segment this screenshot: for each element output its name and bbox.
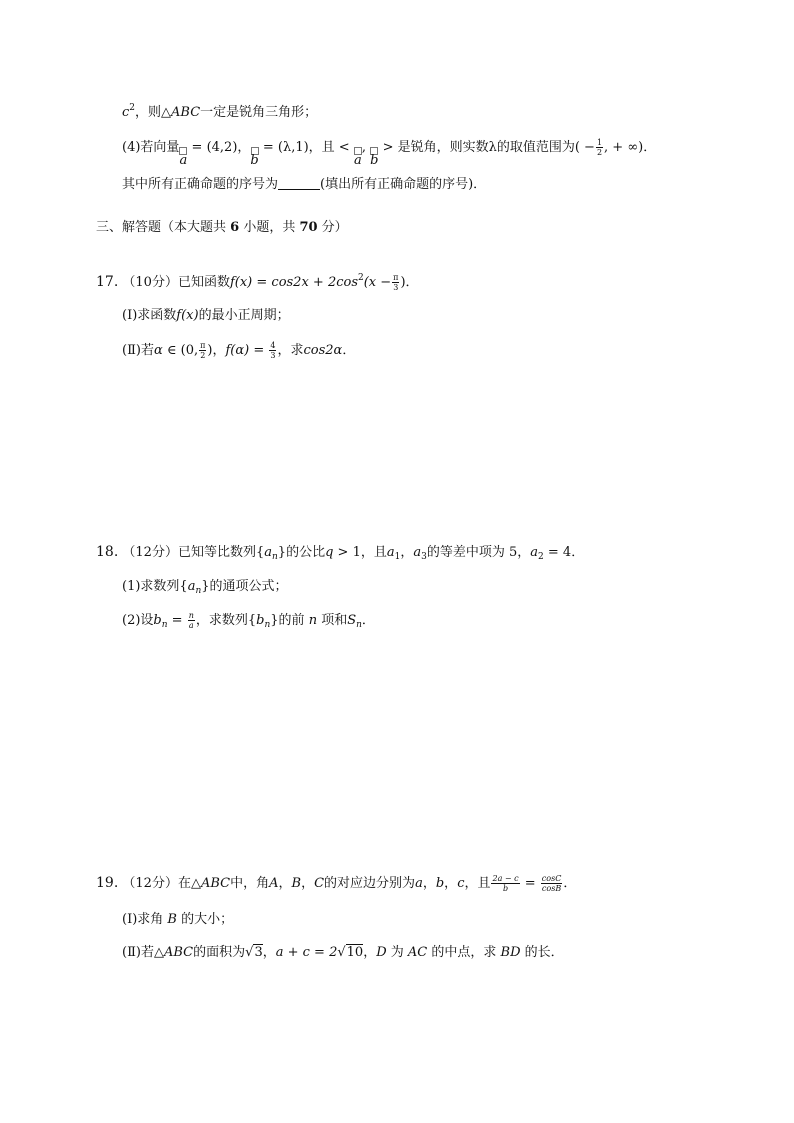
text: ，则 xyxy=(135,105,162,120)
math-c: c xyxy=(122,105,130,120)
vector-b: b xyxy=(370,147,378,165)
text: = (λ,1)，且 < xyxy=(258,140,354,155)
vector-a: a xyxy=(354,147,362,165)
question-number: 19. xyxy=(96,875,119,891)
triangle-symbol: △ xyxy=(161,105,172,120)
text: = (4,2)， xyxy=(187,140,251,155)
superscript: 2 xyxy=(129,103,136,113)
text: 是锐角，则实数λ的取值范围为( − xyxy=(397,140,595,155)
fraction: $\frac{1}{2}$ xyxy=(596,138,603,157)
question-number: 17. xyxy=(96,274,119,290)
question-18-part-2: (2)设$b_n$ = $\frac{n}{a}$ ，求数列$\{b_n\}$的前 n 项和$S_n$． xyxy=(122,611,375,630)
item3-tail xyxy=(122,98,317,123)
question-17-part-1: (Ⅰ)求函数f(x)的最小正周期； xyxy=(122,308,290,323)
question-17: 17. （10分）已知函数$f(x) = \cos 2x + 2\cos^2(x$ − $\frac{\pi}{3}$ )． xyxy=(96,273,419,292)
fraction: $\frac{n}{a}$ xyxy=(188,611,194,630)
question-17-part-2: (Ⅱ)若α ∈ (0, $\frac{\pi}{2}$ )，f(α) = $\frac{4}{3}$ ，求cos2α． xyxy=(122,341,356,360)
fraction: $\frac{\cos C}{\cos B}$ xyxy=(541,874,562,893)
fraction: $\frac{4}{3}$ xyxy=(270,341,276,360)
section-heading: 三、解答题（本大题共 6 小题，共 70 分） xyxy=(96,220,348,235)
text: , xyxy=(361,140,371,155)
question-number: 18. xyxy=(96,544,119,560)
answer-blank[interactable] xyxy=(278,177,320,190)
question-19-part-2: (Ⅱ)若△ABC的面积为√3，a + c = 2√10，D 为 AC 的中点，求 BD 的长． xyxy=(122,945,564,960)
question-19: 19. （12分）在△ABC中，角A，B，C的对应边分别为a，b，c，且 $\frac{2a - c}{b}$ = $\frac{\cos C}{\cos B}$ ． xyxy=(96,874,577,893)
question-19-part-1: (Ⅰ)求角 B 的大小； xyxy=(122,912,234,927)
fill-prompt xyxy=(122,175,486,195)
text: (填出所有正确命题的序号)． xyxy=(320,177,487,192)
text: 其中所有正确命题的序号为 xyxy=(122,177,279,192)
text: 一定是锐角三角形； xyxy=(200,105,318,120)
item4 xyxy=(122,138,657,168)
fraction: $\frac{2a - c}{b}$ xyxy=(492,874,519,893)
item4-label: (4)若向量 xyxy=(122,140,180,155)
vector-a: a xyxy=(179,147,187,165)
text: , + ∞)． xyxy=(604,140,657,155)
fraction: $\frac{\pi}{3}$ xyxy=(393,273,399,292)
math-abc: ABC xyxy=(171,105,201,120)
question-18-part-1: (1)求数列$\{a_n\}$的通项公式； xyxy=(122,579,288,596)
fraction: $\frac{\pi}{2}$ xyxy=(200,341,206,360)
text: > xyxy=(378,140,398,155)
vector-b: b xyxy=(250,147,258,165)
question-18: 18. （12分）已知等比数列$\{a_n\}$的公比q > 1，且$a_1$，$a_3$的等差中项为 5，$a_2 = 4$． xyxy=(96,544,585,562)
